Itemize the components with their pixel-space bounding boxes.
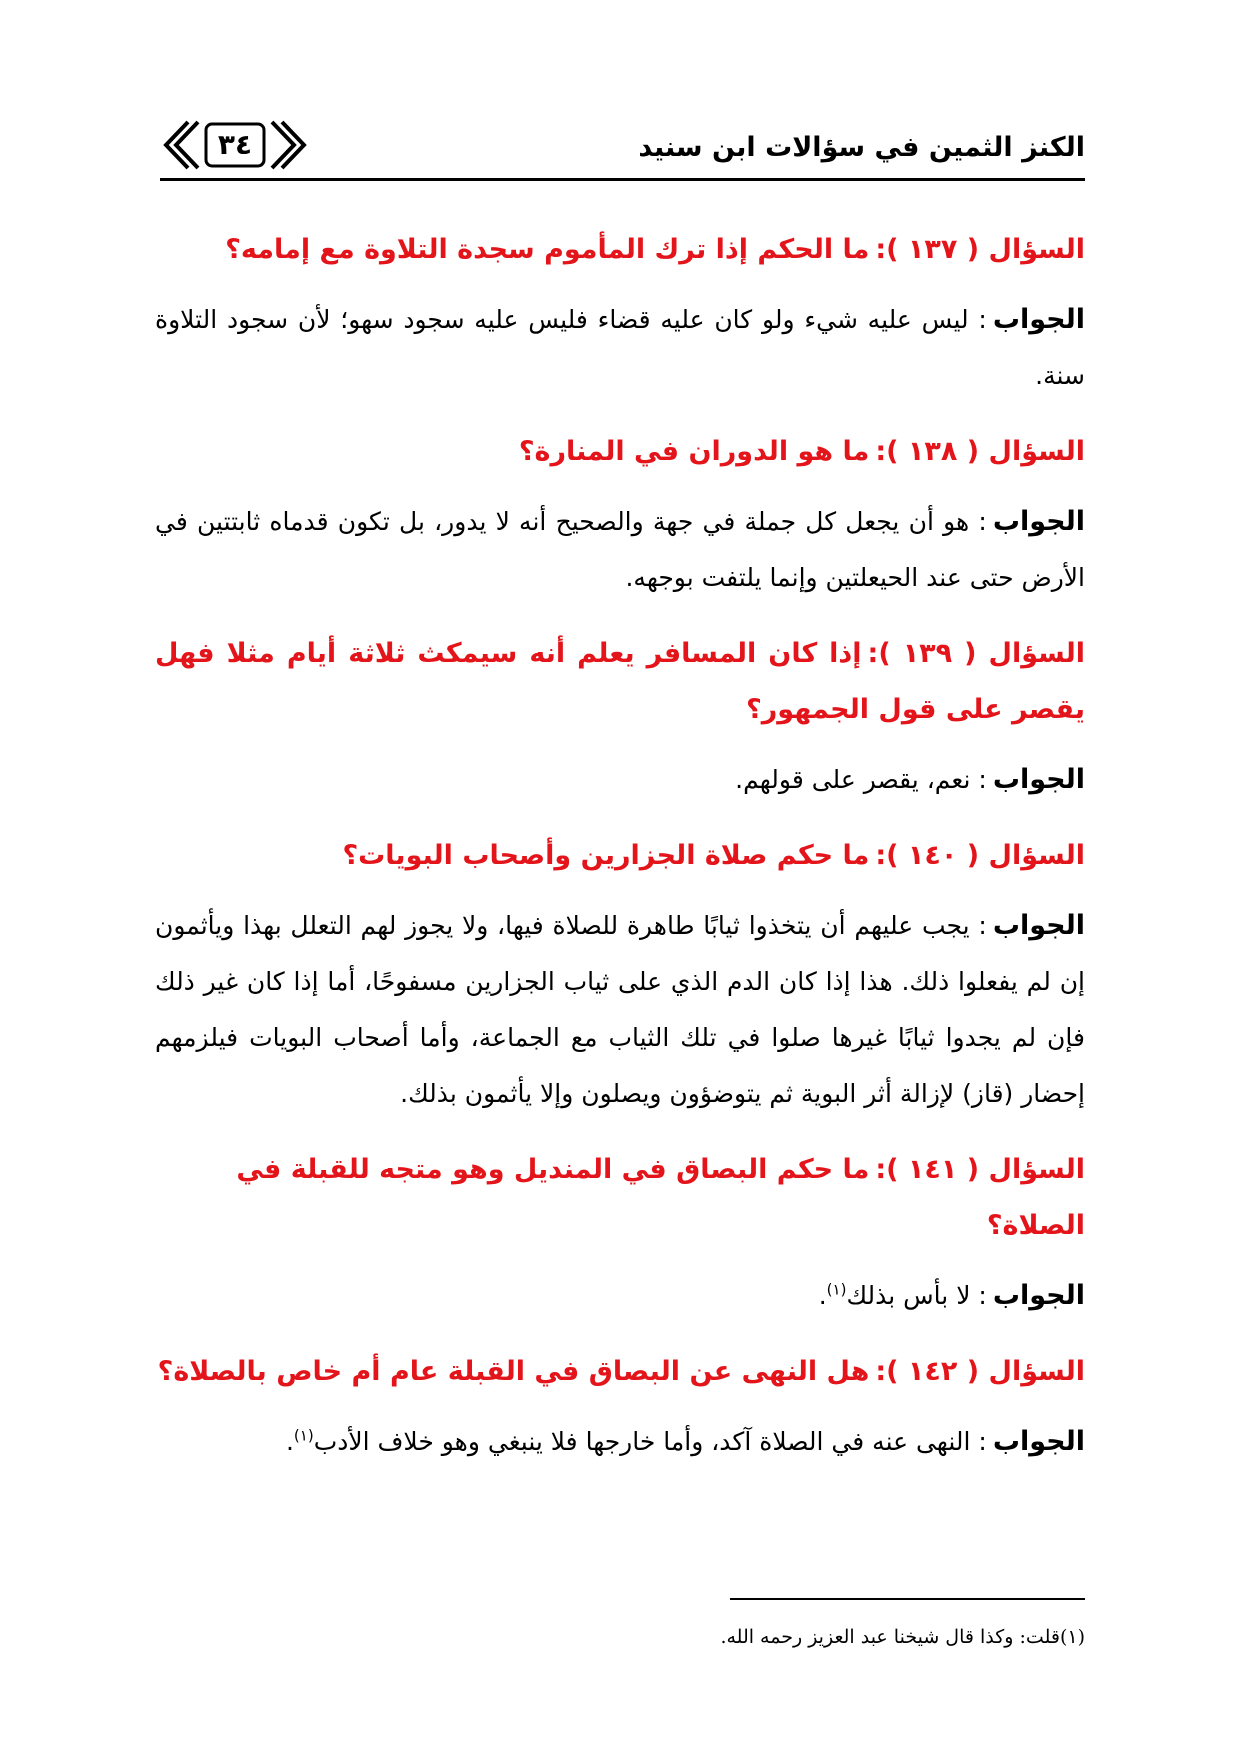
answer-label: الجواب	[992, 1426, 1085, 1457]
qa-content	[155, 222, 1085, 1490]
footnote-reference[interactable]: (١)	[293, 1426, 314, 1445]
answer-end: .	[285, 1427, 294, 1456]
answer-label: الجواب	[992, 506, 1085, 537]
answer-label: الجواب	[992, 304, 1085, 335]
answer-text: النهى عنه في الصلاة آكد، وأما خارجها فلا ينبغي وهو خلاف الأدب	[313, 1427, 971, 1456]
question-number: السؤال ( ١٣٧ ):	[875, 234, 1085, 265]
question-text: ما حكم البصاق في المنديل وهو متجه للقبلة في الصلاة؟	[236, 1154, 1085, 1241]
answer-label: الجواب	[992, 910, 1086, 941]
page-number-badge	[160, 118, 310, 172]
answer: الجواب: هو أن يجعل كل جملة في جهة والصحيح أنه لا يدور، بل تكون قدماه ثابتتين في الأرض حتى عند الحيعلتين وإنما يلتفت بوجهه.	[155, 506, 1085, 592]
page-number: ٣٤	[217, 128, 253, 161]
qa-item	[155, 424, 1085, 606]
book-title: الكنز الثمين في سؤالات ابن سنيد	[638, 132, 1085, 163]
footnote-divider	[730, 1598, 1085, 1600]
question-text: ما حكم صلاة الجزارين وأصحاب البويات؟	[342, 840, 870, 871]
qa-item	[155, 828, 1085, 1122]
answer-text: يجب عليهم أن يتخذوا ثيابًا طاهرة للصلاة فيها، ولا يجوز لهم التعلل بهذا ويأثمون إن لم يفعلوا ذلك. هذا إذا كان الدم الذي على ثياب الجزارين مسفوحًا، أما إذا كان غير ذلك فإن لم يجدوا ثيابًا غيرها صلوا في تلك الثياب مع الجماعة، وأما أصحاب البويات فيلزمهم إحضار (قاز) لإزالة أثر البوية ثم يتوضؤون ويصلون وإلا يأثمون بذلك.	[155, 911, 1085, 1108]
qa-item	[155, 1142, 1085, 1324]
question	[155, 222, 1085, 278]
answer: الجواب: ليس عليه شيء ولو كان عليه قضاء فليس عليه سجود سهو؛ لأن سجود التلاوة سنة.	[155, 304, 1085, 390]
question-number: السؤال ( ١٤١ ):	[875, 1154, 1085, 1185]
question	[155, 828, 1085, 884]
question	[155, 1344, 1085, 1400]
answer-text: ليس عليه شيء ولو كان عليه قضاء فليس عليه سجود سهو؛ لأن سجود التلاوة سنة.	[155, 305, 1085, 390]
answer-label: الجواب	[992, 764, 1085, 795]
question-text: ما هو الدوران في المنارة؟	[518, 436, 870, 467]
question-number: السؤال ( ١٤٢ ):	[875, 1356, 1085, 1387]
question	[155, 424, 1085, 480]
question-number: السؤال ( ١٣٩ ):	[867, 638, 1085, 669]
question-text: هل النهى عن البصاق في القبلة عام أم خاص بالصلاة؟	[157, 1356, 870, 1387]
answer-end: .	[818, 1281, 827, 1310]
answer: الجواب: لا بأس بذلك$^{(١)}$.	[818, 1280, 1085, 1311]
qa-item	[155, 626, 1085, 808]
answer-text: لا بأس بذلك	[846, 1281, 971, 1310]
answer: الجواب: يجب عليهم أن يتخذوا ثيابًا طاهرة للصلاة فيها، ولا يجوز لهم التعلل بهذا ويأثمون إن لم يفعلوا ذلك. هذا إذا كان الدم الذي على ثياب الجزارين مسفوحًا، أما إذا كان غير ذلك فإن لم يجدوا ثيابًا غيرها صلوا في تلك الثياب مع الجماعة، وأما أصحاب البويات فيلزمهم إحضار (قاز) لإزالة أثر البوية ثم يتوضؤون ويصلون وإلا يأثمون بذلك.	[155, 910, 1086, 1108]
answer-label: الجواب	[992, 1280, 1085, 1311]
qa-item	[155, 1344, 1085, 1470]
answer: الجواب: النهى عنه في الصلاة آكد، وأما خارجها فلا ينبغي وهو خلاف الأدب$^{(١)}$.	[285, 1426, 1085, 1457]
answer-text: هو أن يجعل كل جملة في جهة والصحيح أنه لا يدور، بل تكون قدماه ثابتتين في الأرض حتى عند الحيعلتين وإنما يلتفت بوجهه.	[155, 507, 1085, 592]
question-number: السؤال ( ١٤٠ ):	[875, 840, 1085, 871]
question	[155, 1142, 1085, 1254]
answer: الجواب: نعم، يقصر على قولهم.	[735, 764, 1085, 795]
question	[155, 626, 1085, 738]
answer-text: نعم، يقصر على قولهم.	[735, 765, 971, 794]
header-divider	[160, 178, 1085, 181]
question-number: السؤال ( ١٣٨ ):	[875, 436, 1085, 467]
qa-item	[155, 222, 1085, 404]
page-header	[160, 118, 1085, 188]
question-text: إذا كان المسافر يعلم أنه سيمكث ثلاثة أيام مثلا فهل يقصر على قول الجمهور؟	[155, 638, 1085, 725]
footnote-text: (١)قلت: وكذا قال شيخنا عبد العزيز رحمه الله.	[720, 1626, 1085, 1648]
footnote-reference[interactable]: (١)	[826, 1280, 847, 1299]
question-text: ما الحكم إذا ترك المأموم سجدة التلاوة مع إمامه؟	[225, 234, 870, 265]
